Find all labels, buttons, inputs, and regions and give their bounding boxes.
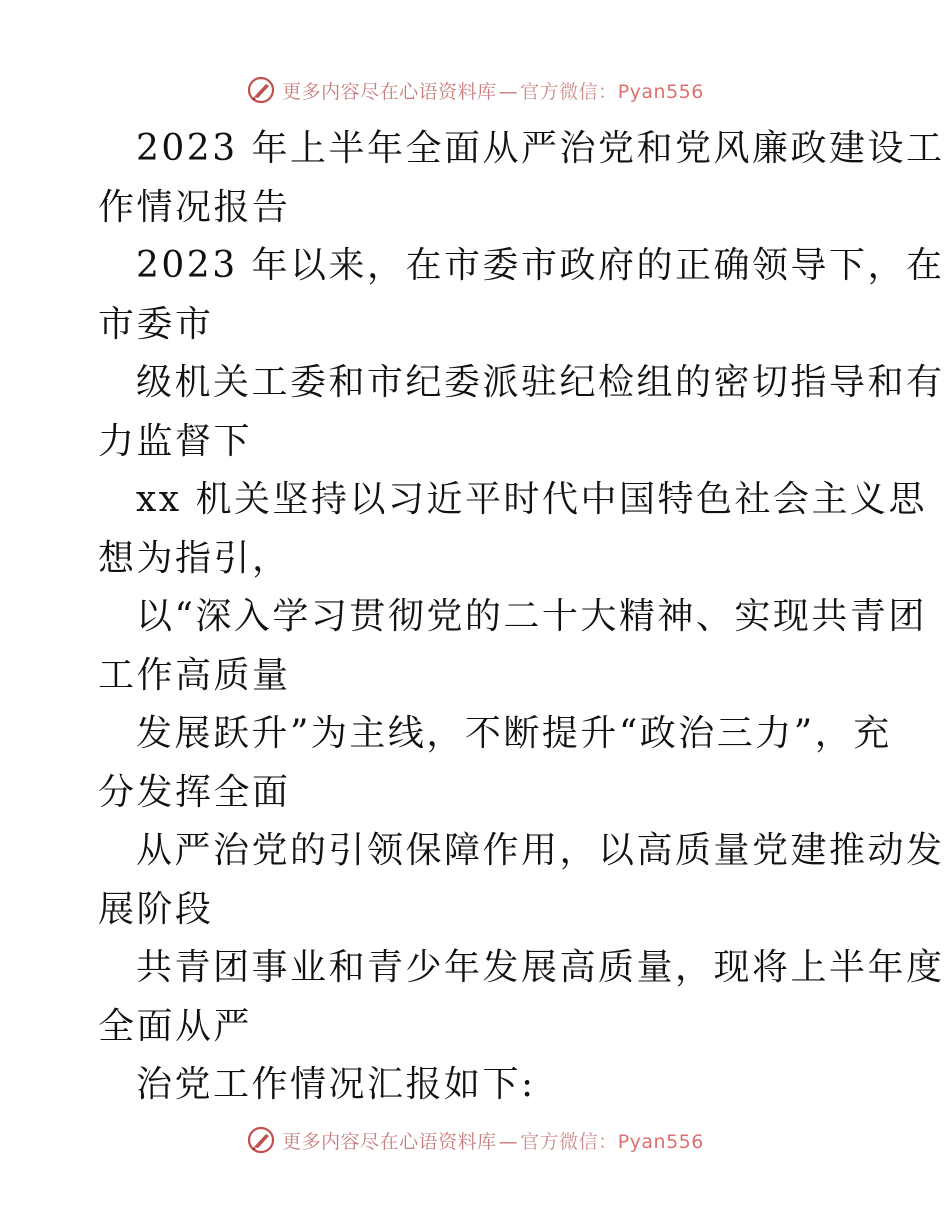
document-line: 发展跃升”为主线，不断提升“政治三力”，充 bbox=[136, 713, 892, 754]
document-line: 级机关工委和市纪委派驻纪检组的密切指导和有 bbox=[136, 362, 945, 403]
document-line: 2023 年上半年全面从严治党和党风廉政建设工 bbox=[136, 128, 945, 169]
watermark-official-label: 官方微信： bbox=[520, 80, 618, 103]
document-line: 工作高质量 bbox=[98, 654, 291, 696]
document-line: 作情况报告 bbox=[98, 186, 291, 228]
watermark-text: 更多内容尽在心语资料库 bbox=[282, 1130, 497, 1153]
document-line: 想为指引， bbox=[98, 537, 291, 579]
watermark-wechat-id: Pyan556 bbox=[617, 1130, 704, 1153]
watermark-separator: — bbox=[498, 80, 519, 103]
document-line: 从严治党的引领保障作用，以高质量党建推动发 bbox=[136, 830, 945, 871]
document-line: xx 机关坚持以习近平时代中国特色社会主义思 bbox=[136, 479, 928, 520]
document-line: 展阶段 bbox=[98, 888, 214, 930]
watermark-official-label: 官方微信： bbox=[520, 1130, 618, 1153]
footer-watermark bbox=[0, 1120, 950, 1160]
quill-logo-icon bbox=[246, 1125, 276, 1155]
document-line: 力监督下 bbox=[98, 420, 253, 462]
document-line: 全面从严 bbox=[98, 1005, 253, 1047]
quill-logo-icon bbox=[246, 75, 276, 105]
watermark-text: 更多内容尽在心语资料库 bbox=[282, 80, 497, 103]
document-line: 共青团事业和青少年发展高质量，现将上半年度 bbox=[136, 947, 945, 988]
document-line: 2023 年以来，在市委市政府的正确领导下，在 bbox=[136, 245, 945, 286]
document-line: 分发挥全面 bbox=[98, 771, 291, 813]
document-line: 以“深入学习贯彻党的二十大精神、实现共青团 bbox=[136, 596, 927, 637]
watermark-wechat-id: Pyan556 bbox=[617, 80, 704, 103]
header-watermark bbox=[0, 70, 950, 110]
document-line: 治党工作情况汇报如下: bbox=[136, 1064, 536, 1105]
watermark-separator: — bbox=[498, 1130, 519, 1153]
document-body bbox=[98, 120, 945, 1115]
document-line: 市委市 bbox=[98, 303, 214, 345]
